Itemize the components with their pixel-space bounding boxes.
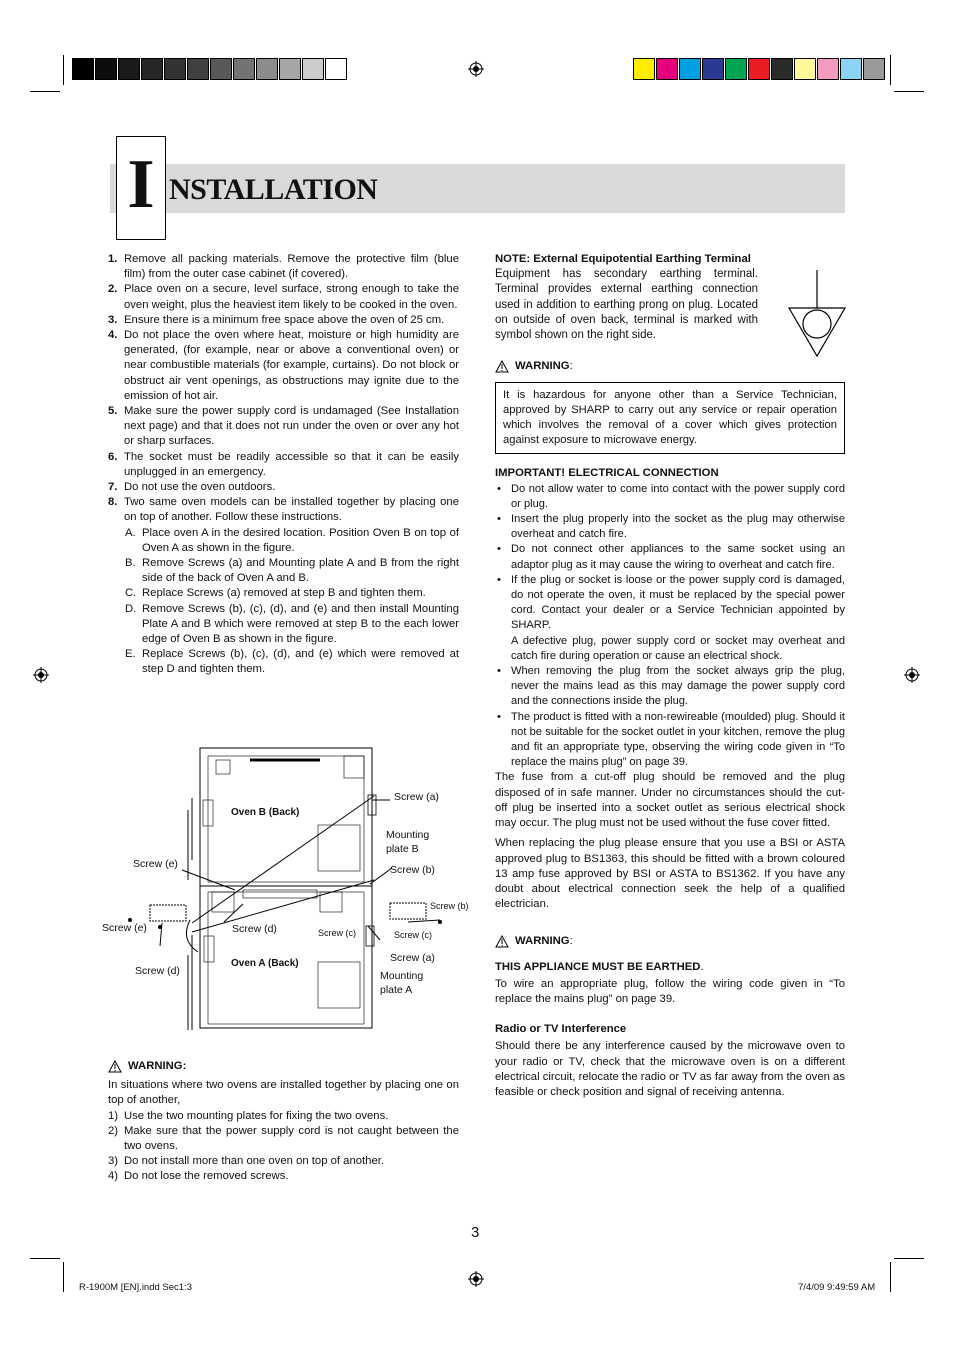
color-swatch (141, 58, 163, 80)
bullet-icon: • (497, 513, 501, 526)
title-initial: I (127, 146, 155, 223)
warning-item (108, 1169, 459, 1184)
warning-item (108, 1124, 459, 1154)
crop-mark (890, 1262, 891, 1292)
warning-icon (495, 935, 509, 948)
substep-item (108, 586, 459, 601)
warning-heading: WARNING: (108, 1059, 459, 1074)
color-swatch (325, 58, 347, 80)
page-number: 3 (471, 1224, 480, 1241)
substep-item (108, 556, 459, 586)
warning-item-text: Do not install more than one oven on top of another. (124, 1155, 385, 1168)
stacking-warning (108, 1059, 459, 1185)
installation-steps (108, 252, 459, 526)
color-swatch (771, 58, 793, 80)
substep-text: Replace Screws (a) removed at step B and tighten them. (142, 587, 426, 600)
bullet-text: When removing the plug from the socket always grip the plug, never the mains lead as this may damage the power supply cord and the connections inside the plug. (511, 665, 845, 708)
bullet-icon: • (497, 665, 501, 678)
warning-item-number: 4) (108, 1170, 119, 1183)
warning-item-number: 1) (108, 1109, 119, 1122)
warning-item-text: Do not lose the removed screws. (124, 1170, 289, 1183)
grayscale-color-bar (72, 58, 348, 80)
step-text: Do not use the oven outdoors. (124, 481, 276, 494)
step-item (108, 328, 459, 404)
color-swatch (725, 58, 747, 80)
footer-file: R-1900M [EN].indd Sec1:3 (79, 1282, 193, 1293)
footer-timestamp: 7/4/09 9:49:59 AM (798, 1282, 876, 1293)
step-text: Place oven on a secure, level surface, strong enough to take the oven weight, plus the heaviest item likely to be cooked in the oven. (124, 283, 459, 311)
screw-c-label: Screw (c) (318, 928, 356, 938)
color-swatch (840, 58, 862, 80)
must-be-earthed-heading: THIS APPLIANCE MUST BE EARTHED. (495, 960, 704, 973)
step-number: 6. (108, 450, 118, 463)
color-swatch (633, 58, 655, 80)
bullet-item (495, 482, 845, 512)
warning-item (108, 1109, 459, 1124)
bullet-extra-text: A defective plug, power supply cord or socket may overheat and catch fire during operation or cause an electrical shock. (511, 634, 845, 662)
color-swatch (233, 58, 255, 80)
screw-e-lower-label: Screw (e) (102, 922, 147, 934)
substep-letter: D. (125, 602, 137, 615)
warning-item-text: Use the two mounting plates for fixing the two ovens. (124, 1109, 389, 1122)
substep-text: Remove Screws (b), (c), (d), and (e) and then install Mounting Plate A and B which were removed at step B to the each lower edge of Oven B as shown in the figure. (142, 602, 459, 646)
warning-icon (108, 1060, 122, 1073)
color-swatch (656, 58, 678, 80)
step-item (108, 282, 459, 312)
bullet-item (495, 710, 845, 771)
color-swatch (748, 58, 770, 80)
bsi-paragraph: When replacing the plug please ensure that you use a BSI or ASTA approved plug to BS1363, this should be fitted with a brown coloured 13 amp fuse approved by BSI or ASTA to BS1362. If you have any doubt about electrical connection seek the help of a qualified electrician. (495, 837, 845, 911)
crop-mark (63, 1262, 64, 1292)
bullet-icon: • (497, 573, 501, 586)
color-swatch (302, 58, 324, 80)
step-item (108, 495, 459, 525)
step-number: 1. (108, 253, 118, 265)
earthing-note-text: Equipment has secondary earthing terminal. Terminal provides external earthing connection used in addition to earthing prong on plug. Located on outside of oven back, terminal is marked with symbol shown on the right side. (495, 268, 758, 342)
bullet-icon: • (497, 482, 501, 495)
substep-item (108, 647, 459, 677)
substep-letter: A. (125, 526, 136, 539)
left-column (108, 252, 459, 678)
warning-item-text: Make sure that the power supply cord is not caught between the two ovens. (124, 1124, 459, 1153)
warning-item (108, 1154, 459, 1169)
step-text: The socket must be readily accessible so that it can be easily unplugged in an emergency. (124, 450, 459, 478)
crop-mark (894, 91, 924, 92)
plate-a-label: Mounting plate A (380, 970, 424, 996)
step-text: Do not place the oven where heat, moisture or high humidity are generated, (for example, near or above a conventional oven) or near combustible materials (for example, curtains). Do not block or obstruct air vent openings, as obstructions may ignite due to the emission of hot air. (124, 329, 459, 402)
color-swatch (72, 58, 94, 80)
bullet-item (495, 512, 845, 542)
step-text: Make sure the power supply cord is undamaged (See Installation next page) and that it does not run under the oven or over any hot or sharp surfaces. (124, 405, 459, 448)
screw-d-lower-label: Screw (d) (135, 965, 180, 977)
electrical-heading: IMPORTANT! ELECTRICAL CONNECTION (495, 467, 719, 480)
step-number: 5. (108, 405, 118, 418)
oven-a-label: Oven A (Back) (231, 958, 299, 969)
radio-heading: Radio or TV Interference (495, 1023, 627, 1036)
step-text: Two same oven models can be installed together by placing one on top of another. Follow these instructions. (124, 496, 459, 524)
color-swatch (817, 58, 839, 80)
substep-letter: B. (125, 557, 136, 570)
registration-mark-icon (468, 61, 484, 77)
warning-intro: In situations where two ovens are installed together by placing one on top of another, (108, 1079, 459, 1107)
bullet-item (495, 542, 845, 572)
color-swatch (794, 58, 816, 80)
registration-mark-icon (468, 1271, 484, 1287)
step-item (108, 450, 459, 480)
color-swatch (863, 58, 885, 80)
bullet-text: Insert the plug properly into the socket as the plug may otherwise overheat and catch fire. (511, 513, 845, 541)
bullet-text: Do not allow water to come into contact with the power supply cord or plug. (511, 482, 845, 510)
fuse-paragraph: The fuse from a cut-off plug should be removed and the plug disposed of in safe manner. Under no circumstances should the cut-off plug be inserted into a socket outlet as serious electrical shock may occur. The plug must not be used without the fuse cover fitted. (495, 771, 845, 830)
bullet-item (495, 573, 845, 664)
color-swatch (679, 58, 701, 80)
oven-b-label: Oven B (Back) (231, 807, 300, 818)
process-color-bar (633, 58, 886, 80)
warning-icon (495, 360, 509, 373)
step-item (108, 480, 459, 495)
registration-mark-icon (904, 667, 920, 683)
substep-text: Replace Screws (b), (c), (d), and (e) which were removed at step D and tighten them. (142, 648, 459, 676)
step-number: 8. (108, 496, 118, 509)
service-warning-heading: WARNING : (495, 359, 845, 374)
substep-item (108, 602, 459, 648)
step-text: Remove all packing materials. Remove the protective film (blue film) from the outer case cabinet (if covered). (124, 253, 459, 281)
step-item (108, 252, 459, 282)
color-swatch (210, 58, 232, 80)
earth-warning-heading: WARNING : (495, 934, 845, 949)
screw-e-label: Screw (e) (133, 858, 178, 870)
screw-d-label: Screw (d) (232, 923, 277, 935)
page-title: NSTALLATION (169, 173, 378, 206)
screw-c-right-label: Screw (c) (394, 930, 432, 940)
earthing-symbol-icon (786, 270, 848, 360)
bullet-text: The product is fitted with a non-rewireable (moulded) plug. Should it not be suitable for the socket outlet in your kitchen, remove the plug and fit an appropriate type, observing the wiring code given in “To replace the mains plug” on page 39. (511, 710, 845, 769)
bullet-item (495, 664, 845, 710)
earthing-note-heading: NOTE: External Equipotential Earthing Terminal (495, 253, 751, 265)
radio-text: Should there be any interference caused by the microwave oven to your radio or TV, check that the microwave oven is on a different electrical circuit, relocate the radio or TV as far away from the oven as feasible or check position and signal of receiving antenna. (495, 1040, 845, 1098)
screw-b-label: Screw (b) (390, 864, 435, 876)
step-number: 4. (108, 329, 118, 342)
color-swatch (118, 58, 140, 80)
bullet-icon: • (497, 710, 501, 723)
step-item (108, 404, 459, 450)
warning-list (108, 1109, 459, 1185)
screw-a-lower-label: Screw (a) (390, 952, 435, 964)
step-number: 2. (108, 283, 118, 296)
bullet-text: Do not connect other appliances to the same socket using an adaptor plug as it may cause the wiring to overheat and catch fire. (511, 543, 845, 571)
substep-item (108, 526, 459, 556)
step-item (108, 313, 459, 328)
screw-a-label: Screw (a) (394, 791, 439, 803)
step-number: 7. (108, 481, 118, 494)
registration-mark-icon (33, 667, 49, 683)
color-swatch (164, 58, 186, 80)
warning-item-number: 2) (108, 1124, 119, 1137)
substep-letter: C. (125, 587, 137, 600)
color-swatch (187, 58, 209, 80)
crop-mark (30, 1258, 60, 1259)
electrical-bullets (495, 482, 845, 771)
color-swatch (256, 58, 278, 80)
substep-text: Place oven A in the desired location. Position Oven B on top of Oven A as shown in the figure. (142, 526, 459, 554)
step-number: 3. (108, 313, 118, 326)
step-text: Ensure there is a minimum free space above the oven of 25 cm. (124, 313, 445, 326)
bullet-text: If the plug or socket is loose or the power supply cord is damaged, do not operate the oven, it must be replaced by the special power cord. Contact your dealer or a Service Technician appointed by SHARP. (511, 573, 845, 632)
stacked-ovens-diagram (100, 740, 469, 1040)
earthed-text: To wire an appropriate plug, follow the wiring code given in “To replace the mains plug” on page 39. (495, 977, 845, 1005)
color-swatch (279, 58, 301, 80)
stacking-substeps (108, 526, 459, 678)
service-warning-box: It is hazardous for anyone other than a Service Technician, approved by SHARP to carry out any service or repair operation which involves the removal of a cover which gives protection against exposure to microwave energy. (495, 382, 845, 454)
bullet-icon: • (497, 543, 501, 556)
screw-b-small-label: Screw (b) (430, 901, 469, 911)
crop-mark (30, 91, 60, 92)
right-column (495, 252, 845, 1100)
crop-mark (63, 55, 64, 85)
color-swatch (95, 58, 117, 80)
warning-item-number: 3) (108, 1155, 119, 1168)
crop-mark (894, 1258, 924, 1259)
crop-mark (890, 55, 891, 85)
color-swatch (702, 58, 724, 80)
plate-b-label: Mounting plate B (386, 829, 430, 855)
substep-letter: E. (125, 648, 136, 661)
substep-text: Remove Screws (a) and Mounting plate A and B from the right side of the back of Oven A and B. (142, 557, 459, 585)
